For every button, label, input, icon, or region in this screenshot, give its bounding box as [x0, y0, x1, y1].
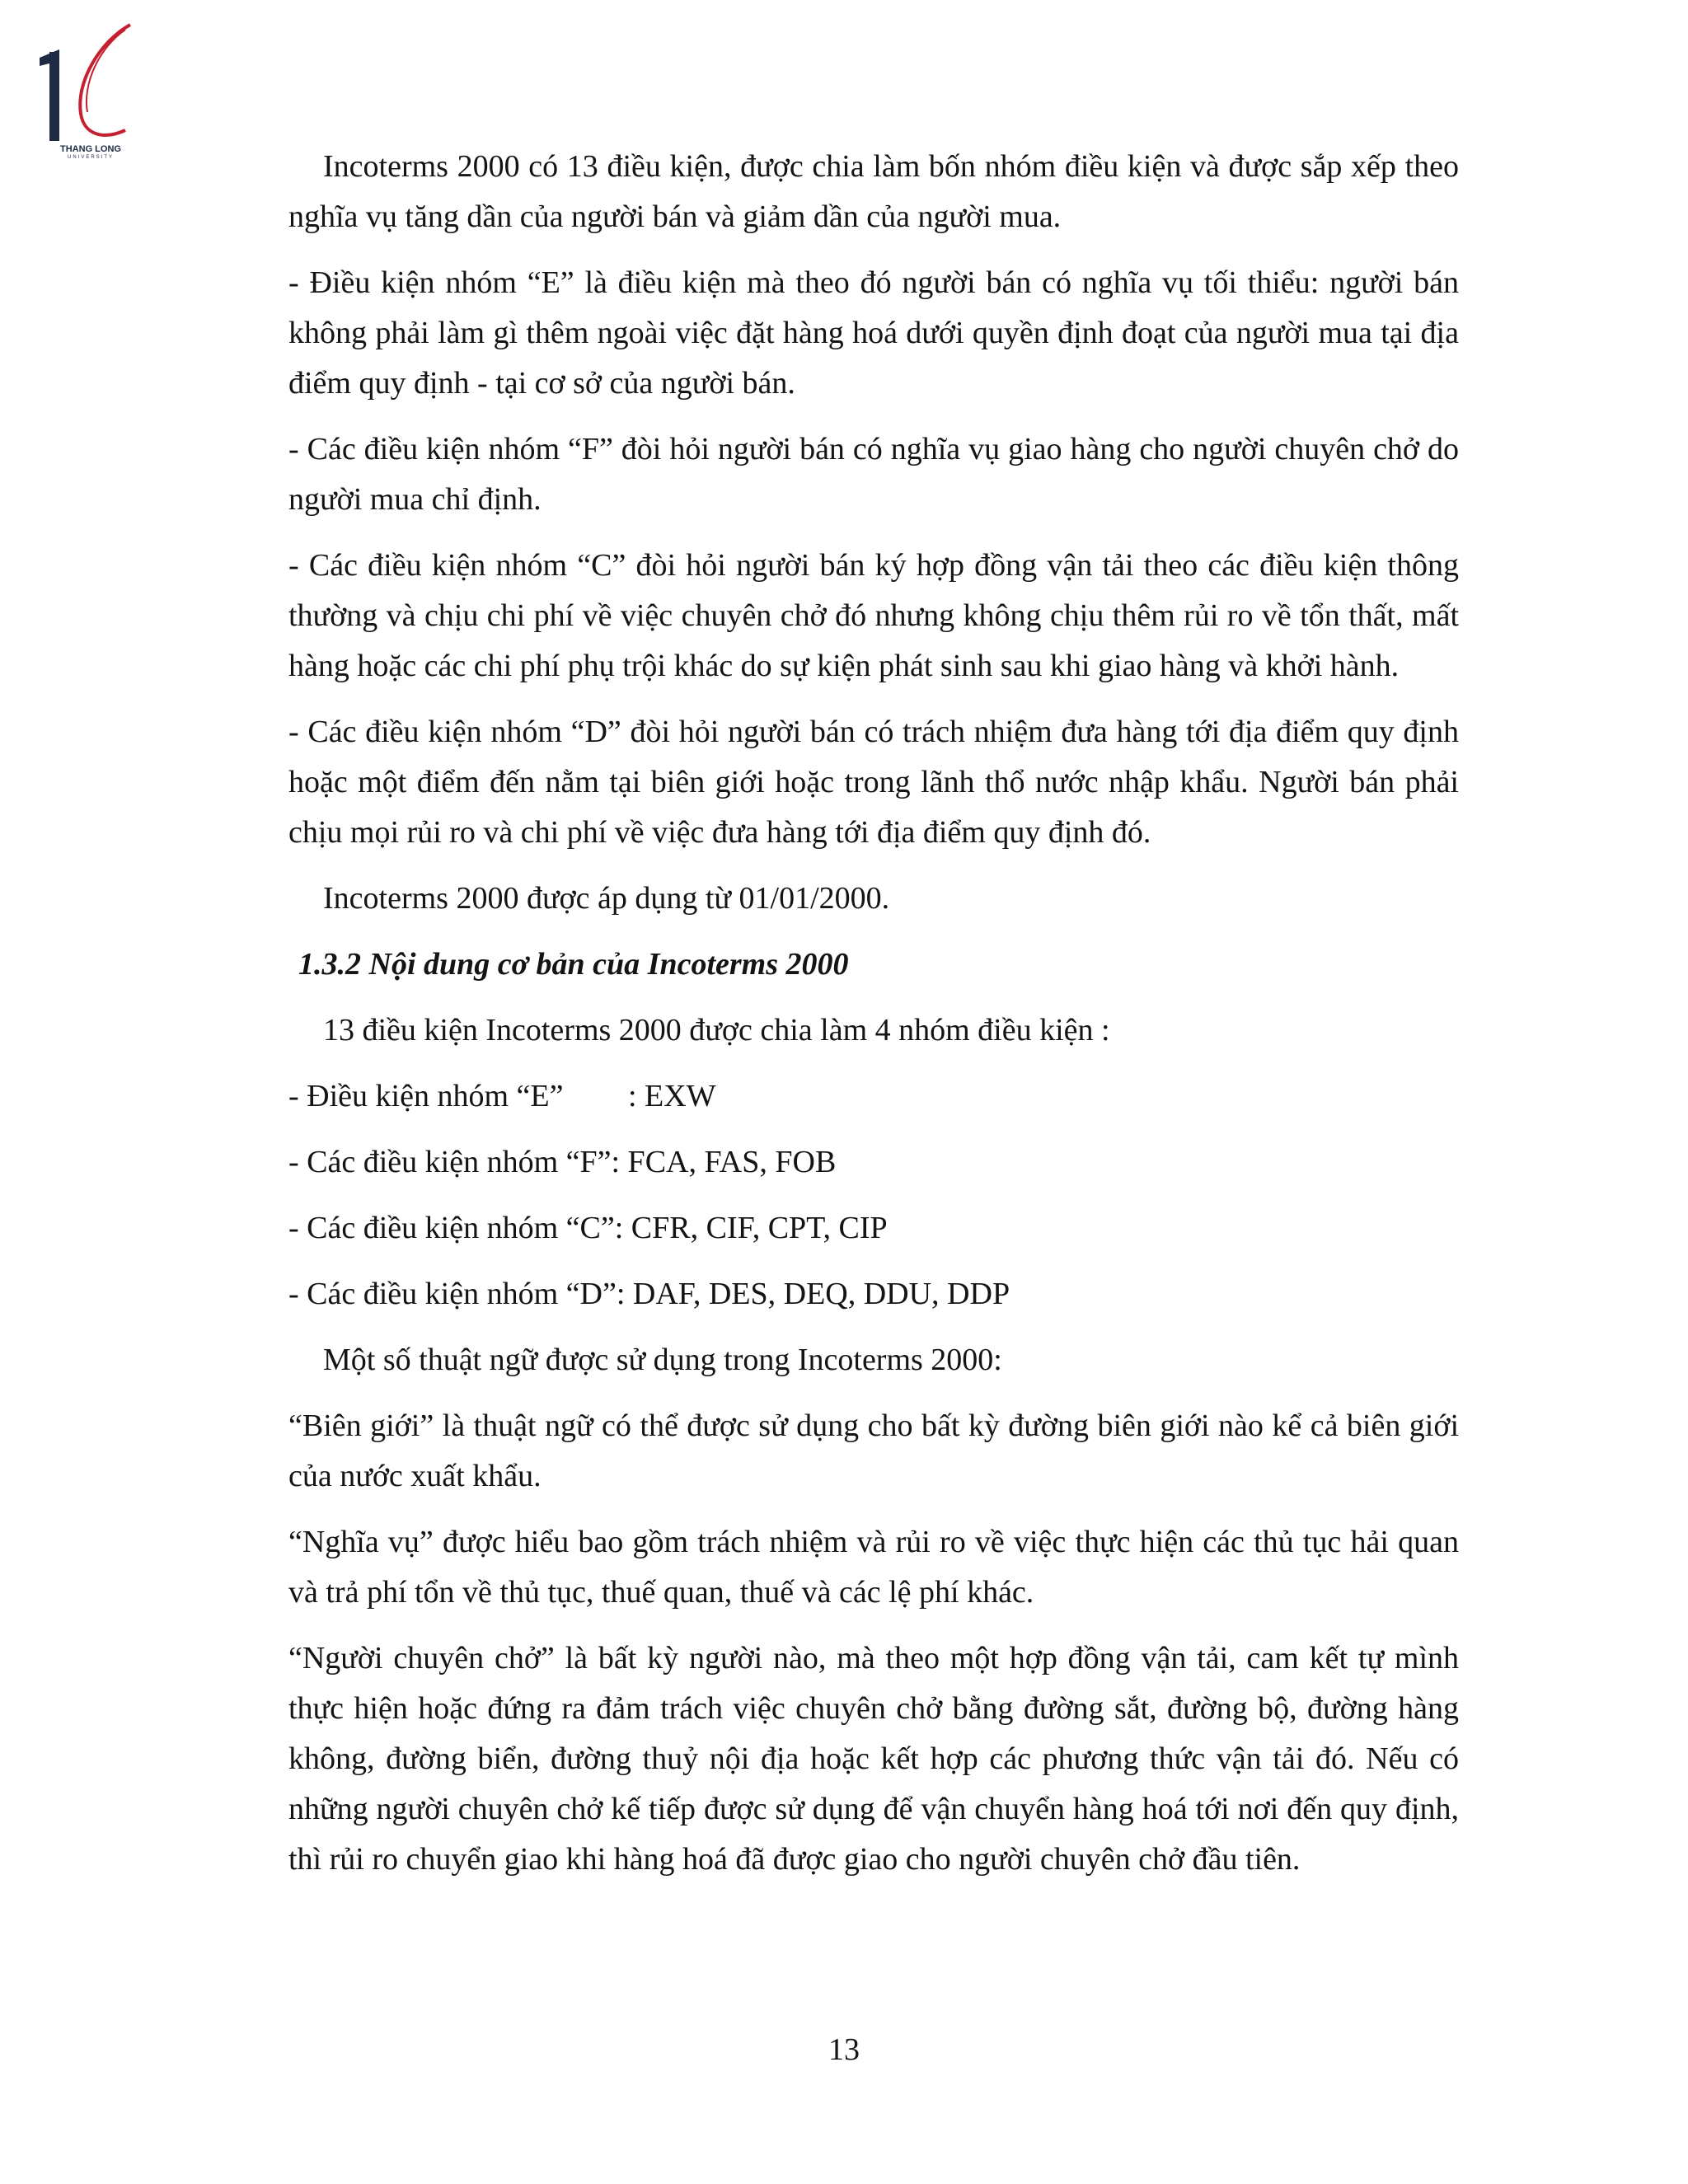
term-carrier: “Người chuyên chở” là bất kỳ người nào, mà theo một hợp đồng vận tải, cam kết tự mình thực hiện hoặc đứng ra đảm trách việc chuyên chở bằng đường sắt, đường bộ, đường hàng không, đường biển, đường thuỷ nội địa hoặc kết hợp các phương thức vận tải đó. Nếu có những người chuyên chở kế tiếp được sử dụng để vận chuyển hàng hoá tới nơi đến quy định, thì rủi ro chuyển giao khi hàng hoá đã được giao cho người chuyên chở đầu tiên.: [288, 1641, 1459, 1877]
term-duty: “Nghĩa vụ” được hiểu bao gồm trách nhiệm và rủi ro về việc thực hiện các thủ tục hải quan và trả phí tổn về thủ tục, thuế quan, thuế và các lệ phí khác.: [288, 1525, 1459, 1610]
paragraph-group-c: - Các điều kiện nhóm “C” đòi hỏi người bán ký hợp đồng vận tải theo các điều kiện thông thường và chịu chi phí về việc chuyên chở đó nhưng không chịu thêm rủi ro về tổn thất, mất hàng hoặc các chi phí phụ trội khác do sự kiện phát sinh sau khi giao hàng và khởi hành.: [288, 548, 1459, 683]
group-e-value: : EXW: [628, 1079, 716, 1113]
group-f-line: - Các điều kiện nhóm “F”: FCA, FAS, FOB: [288, 1145, 837, 1179]
group-e-label: - Điều kiện nhóm “E”: [288, 1079, 564, 1113]
section-heading: 1.3.2 Nội dung cơ bản của Incoterms 2000: [298, 947, 849, 982]
group-c-line: - Các điều kiện nhóm “C”: CFR, CIF, CPT, CIP: [288, 1211, 888, 1245]
term-border: “Biên giới” là thuật ngữ có thể được sử dụng cho bất kỳ đường biên giới nào kể cả biên giới của nước xuất khẩu.: [288, 1408, 1459, 1493]
svg-text:THANG LONG: THANG LONG: [60, 144, 121, 154]
group-d-line: - Các điều kiện nhóm “D”: DAF, DES, DEQ, DDU, DDP: [288, 1277, 1010, 1311]
paragraph-group-e: - Điều kiện nhóm “E” là điều kiện mà theo đó người bán có nghĩa vụ tối thiểu: người bán không phải làm gì thêm ngoài việc đặt hàng hoá dưới quyền định đoạt của người mua tại địa điểm quy định - tại cơ sở của người bán.: [288, 265, 1459, 401]
page-number: 13: [828, 2032, 860, 2067]
paragraph-incoterms-intro: Incoterms 2000 có 13 điều kiện, được chia làm bốn nhóm điều kiện và được sắp xếp theo nghĩa vụ tăng dần của người bán và giảm dần của người mua.: [288, 149, 1459, 234]
thang-long-logo: [33, 15, 148, 159]
paragraph-group-f: - Các điều kiện nhóm “F” đòi hỏi người bán có nghĩa vụ giao hàng cho người chuyên chở do người mua chỉ định.: [288, 432, 1459, 517]
paragraph-effective-date: Incoterms 2000 được áp dụng từ 01/01/2000.: [323, 881, 890, 916]
paragraph-group-d: - Các điều kiện nhóm “D” đòi hỏi người bán có trách nhiệm đưa hàng tới địa điểm quy định hoặc một điểm đến nằm tại biên giới hoặc trong lãnh thổ nước nhập khẩu. Người bán phải chịu mọi rủi ro và chi phí về việc đưa hàng tới địa điểm quy định đó.: [288, 715, 1459, 850]
group-e-line: [288, 1071, 1459, 1122]
svg-text:UNIVERSITY: UNIVERSITY: [67, 155, 115, 159]
terms-intro: Một số thuật ngữ được sử dụng trong Incoterms 2000:: [323, 1343, 1002, 1377]
document-body: [288, 142, 1459, 1900]
groups-intro: 13 điều kiện Incoterms 2000 được chia làm 4 nhóm điều kiện :: [323, 1013, 1110, 1047]
